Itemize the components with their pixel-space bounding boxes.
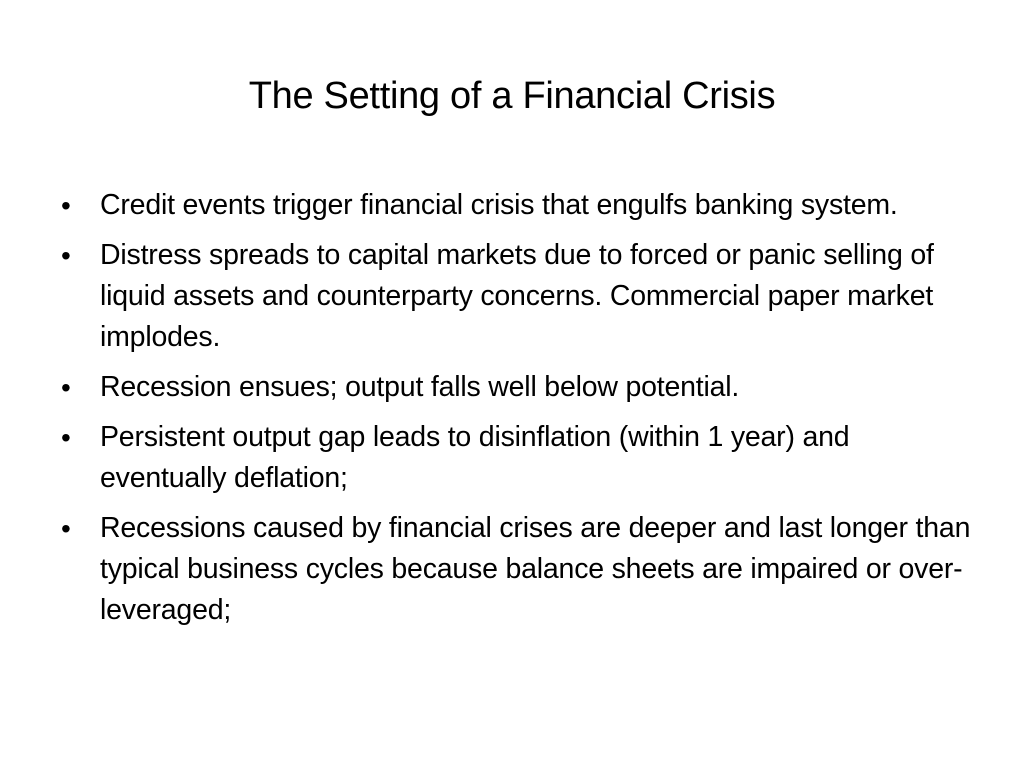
bullet-point-icon: • — [61, 372, 71, 403]
bullet-item-distress-spreads — [58, 235, 978, 358]
bullet-list — [58, 185, 978, 640]
bullet-item-recession-ensues — [58, 367, 978, 408]
bullet-text: Distress spreads to capital markets due to forced or panic selling of liquid assets and counterparty concerns. Commercial paper market implodes. — [100, 239, 934, 353]
bullet-point-icon: • — [61, 513, 71, 544]
bullet-item-credit-events — [58, 185, 978, 226]
bullet-point-icon: • — [61, 240, 71, 271]
bullet-text: Recession ensues; output falls well below potential. — [100, 371, 740, 403]
bullet-point-icon: • — [61, 190, 71, 221]
bullet-text: Persistent output gap leads to disinflation (within 1 year) and eventually deflation; — [100, 421, 850, 494]
bullet-text: Credit events trigger financial crisis that engulfs banking system. — [100, 189, 898, 221]
bullet-point-icon: • — [61, 422, 71, 453]
bullet-text: Recessions caused by financial crises are deeper and last longer than typical business cycles because balance sheets are impaired or over-leveraged; — [100, 512, 971, 626]
slide-title: The Setting of a Financial Crisis — [248, 75, 776, 117]
bullet-item-output-gap — [58, 417, 978, 499]
bullet-item-deeper-recessions — [58, 508, 978, 631]
